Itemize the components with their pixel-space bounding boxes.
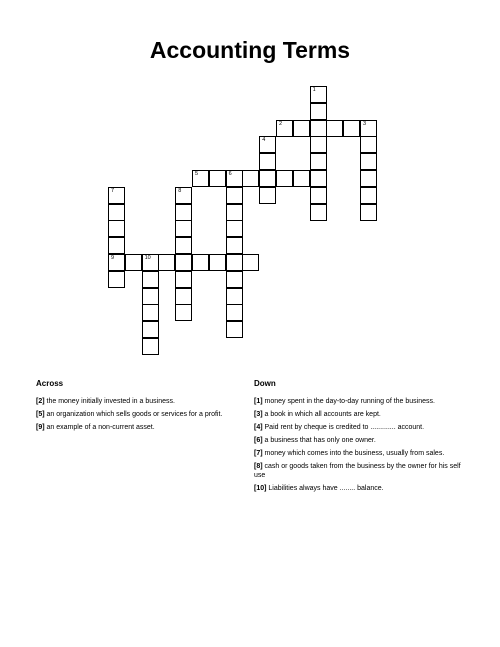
clue-item: [254, 410, 464, 419]
grid-cell[interactable]: [360, 204, 377, 221]
grid-cell[interactable]: [209, 254, 226, 271]
grid-cell[interactable]: [310, 86, 327, 103]
grid-cell[interactable]: [242, 170, 259, 187]
grid-cell[interactable]: [259, 170, 276, 187]
cell-number: 1: [312, 87, 316, 93]
clue-number: [8]: [254, 463, 263, 470]
grid-cell[interactable]: [226, 321, 243, 338]
grid-cell[interactable]: [209, 170, 226, 187]
grid-cell[interactable]: [192, 254, 209, 271]
grid-cell[interactable]: [142, 288, 159, 305]
grid-cell[interactable]: [360, 187, 377, 204]
clue-item: [254, 484, 464, 493]
clue-number: [10]: [254, 485, 267, 492]
clue-item: [254, 436, 464, 445]
clue-item: [36, 397, 236, 406]
clue-text: money which comes into the business, usually from sales.: [264, 450, 445, 457]
grid-cell[interactable]: [192, 170, 209, 187]
clue-text: a book in which all accounts are kept.: [264, 411, 381, 418]
grid-cell[interactable]: [310, 120, 327, 137]
grid-cell[interactable]: [259, 187, 276, 204]
grid-cell[interactable]: [108, 220, 125, 237]
grid-cell[interactable]: [158, 254, 175, 271]
clue-text: Paid rent by cheque is credited to ............. account.: [264, 424, 425, 431]
grid-cell[interactable]: [226, 271, 243, 288]
page-title: Accounting Terms: [149, 37, 351, 63]
clue-number: [5]: [36, 411, 45, 418]
grid-cell[interactable]: [360, 170, 377, 187]
clue-text: the money initially invested in a business.: [46, 398, 175, 405]
cell-number: 6: [228, 171, 232, 177]
grid-cell[interactable]: [175, 204, 192, 221]
cell-number: 9: [111, 255, 115, 261]
down-clues: [254, 378, 464, 497]
grid-cell[interactable]: [175, 271, 192, 288]
across-clues: [36, 378, 236, 436]
clue-text: Liabilities always have ........ balance.: [268, 485, 384, 492]
grid-cell[interactable]: [175, 237, 192, 254]
grid-cell[interactable]: [310, 153, 327, 170]
grid-cell[interactable]: [259, 153, 276, 170]
grid-cell[interactable]: [293, 170, 310, 187]
grid-cell[interactable]: [360, 120, 377, 137]
grid-cell[interactable]: [175, 254, 192, 271]
clue-text: an example of a non-current asset.: [46, 424, 155, 431]
grid-cell[interactable]: [108, 237, 125, 254]
clue-text: money spent in the day-to-day running of the business.: [264, 398, 435, 405]
grid-cell[interactable]: [343, 120, 360, 137]
clue-item: [254, 423, 464, 432]
grid-cell[interactable]: [310, 136, 327, 153]
grid-cell[interactable]: [276, 120, 293, 137]
clue-number: [3]: [254, 411, 263, 418]
grid-cell[interactable]: [175, 187, 192, 204]
cell-number: 10: [144, 255, 151, 261]
clue-item: [36, 423, 236, 432]
across-clue-list: [36, 397, 236, 432]
grid-cell[interactable]: [226, 170, 243, 187]
clue-number: [2]: [36, 398, 45, 405]
grid-cell[interactable]: [326, 120, 343, 137]
grid-cell[interactable]: [226, 288, 243, 305]
clue-number: [9]: [36, 424, 45, 431]
cell-number: 7: [111, 187, 115, 194]
grid-cell[interactable]: [142, 304, 159, 321]
down-heading: Down: [254, 379, 276, 388]
grid-cell[interactable]: [108, 204, 125, 221]
grid-cell[interactable]: [226, 254, 243, 271]
clue-item: [36, 410, 236, 419]
clue-number: [6]: [254, 437, 263, 444]
clue-text: an organization which sells goods or services for a profit.: [46, 411, 223, 418]
clue-item: [254, 397, 464, 406]
grid-cell[interactable]: [175, 304, 192, 321]
grid-cell[interactable]: [226, 237, 243, 254]
clue-number: [1]: [254, 398, 263, 405]
grid-cell[interactable]: [310, 204, 327, 221]
clue-text: cash or goods taken from the business by the owner for his self use: [254, 463, 461, 479]
grid-cell[interactable]: [175, 288, 192, 305]
grid-cell[interactable]: [108, 254, 125, 271]
grid-cell[interactable]: [226, 220, 243, 237]
grid-cell[interactable]: [175, 220, 192, 237]
cell-number: 4: [262, 137, 266, 144]
down-clue-list: [254, 397, 464, 493]
grid-cell[interactable]: [276, 170, 293, 187]
cell-number: 5: [195, 171, 199, 177]
grid-cell[interactable]: [226, 187, 243, 204]
grid-cell[interactable]: [142, 321, 159, 338]
grid-cell[interactable]: [108, 187, 125, 204]
grid-cell[interactable]: [142, 338, 159, 355]
grid-cell[interactable]: [259, 136, 276, 153]
grid-cell[interactable]: [142, 271, 159, 288]
grid-cell[interactable]: [293, 120, 310, 137]
grid-cell[interactable]: [142, 254, 159, 271]
grid-cell[interactable]: [226, 204, 243, 221]
grid-cell[interactable]: [310, 170, 327, 187]
clue-item: [254, 449, 464, 458]
grid-cell[interactable]: [360, 136, 377, 153]
grid-cell[interactable]: [310, 187, 327, 204]
cell-number: 3: [363, 120, 367, 127]
grid-cell[interactable]: [360, 153, 377, 170]
grid-cell[interactable]: [242, 254, 259, 271]
grid-cell[interactable]: [125, 254, 142, 271]
clue-item: [254, 462, 464, 480]
clue-number: [7]: [254, 450, 263, 457]
clue-number: [4]: [254, 424, 263, 431]
grid-cell[interactable]: [226, 304, 243, 321]
across-heading: Across: [36, 379, 64, 388]
grid-cell[interactable]: [310, 103, 327, 120]
grid-cell[interactable]: [108, 271, 125, 288]
clue-text: a business that has only one owner.: [264, 437, 376, 444]
cell-number: 2: [279, 120, 283, 127]
cell-number: 8: [178, 187, 182, 194]
